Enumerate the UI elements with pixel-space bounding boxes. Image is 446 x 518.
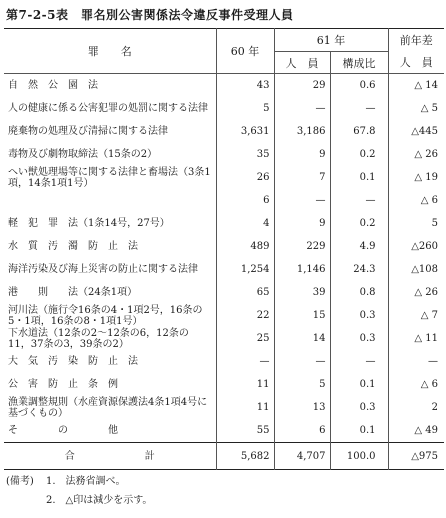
table-row — [4, 419, 444, 443]
row-y61: 39 — [274, 281, 330, 304]
row-y61: 1,146 — [274, 258, 330, 281]
header-prev-diff: 前年差 — [388, 29, 444, 52]
header-year-61: 61 年 — [274, 29, 388, 52]
row-ratio: 0.1 — [330, 166, 388, 189]
table-row — [4, 396, 444, 419]
row-y61: 6 — [274, 419, 330, 443]
row-y60: 25 — [216, 327, 274, 350]
total-label: 合 計 — [64, 450, 155, 462]
notes — [6, 472, 152, 510]
table-row — [4, 166, 444, 189]
row-diff: △ 26 — [388, 281, 444, 304]
row-y60: 43 — [216, 74, 274, 98]
table-body — [4, 74, 444, 443]
row-name: 廃棄物の処理及び清掃に関する法律 — [8, 126, 168, 137]
total-row — [4, 443, 444, 470]
table-row — [4, 143, 444, 166]
row-name: 軽 犯 罪 法（1条14号，27号） — [8, 218, 170, 229]
row-ratio: 0.2 — [330, 143, 388, 166]
row-ratio: 24.3 — [330, 258, 388, 281]
row-name: 自 然 公 園 法 — [8, 80, 98, 91]
data-table — [4, 28, 444, 470]
row-y61: — — [274, 350, 330, 373]
row-y61: 229 — [274, 235, 330, 258]
table-row — [4, 281, 444, 304]
table-row — [4, 212, 444, 235]
row-name: 海洋汚染及び海上災害の防止に関する法律 — [8, 264, 198, 275]
row-ratio: 0.2 — [330, 212, 388, 235]
table-row — [4, 350, 444, 373]
table-row — [4, 304, 444, 327]
row-ratio: 0.3 — [330, 304, 388, 327]
row-y60: 26 — [216, 166, 274, 189]
row-diff: — — [388, 350, 444, 373]
note-2: 2. △印は減少を示す。 — [46, 495, 153, 506]
row-ratio: 0.1 — [330, 419, 388, 443]
total-ratio: 100.0 — [330, 443, 388, 470]
total-diff: △975 — [388, 443, 444, 470]
header-ratio: 構成比 — [330, 52, 388, 74]
row-y60: 4 — [216, 212, 274, 235]
row-diff: △ 6 — [388, 373, 444, 396]
row-ratio: 4.9 — [330, 235, 388, 258]
table-row — [4, 120, 444, 143]
header-diff-persons: 人 員 — [388, 52, 444, 74]
row-y61: 5 — [274, 373, 330, 396]
row-diff: △ 6 — [388, 189, 444, 212]
row-y60: 489 — [216, 235, 274, 258]
row-diff: △ 11 — [388, 327, 444, 350]
row-y61: — — [274, 97, 330, 120]
table-row — [4, 373, 444, 396]
row-y60: 6 — [216, 189, 274, 212]
row-diff: △ 49 — [388, 419, 444, 443]
table-row — [4, 327, 444, 350]
note-1: 1. 法務省調べ。 — [46, 476, 126, 487]
row-y61: 29 — [274, 74, 330, 98]
row-ratio: — — [330, 350, 388, 373]
row-diff: △ 5 — [388, 97, 444, 120]
row-y60: 22 — [216, 304, 274, 327]
header-persons: 人 員 — [274, 52, 330, 74]
row-y61: 7 — [274, 166, 330, 189]
row-ratio: 0.3 — [330, 327, 388, 350]
row-name: へい獣処理場等に関する法律と畜場法（3条1項，14条1項1号） — [8, 166, 211, 189]
table-row — [4, 258, 444, 281]
row-y61: 15 — [274, 304, 330, 327]
row-ratio: 67.8 — [330, 120, 388, 143]
row-y60: 55 — [216, 419, 274, 443]
row-y61: 14 — [274, 327, 330, 350]
row-name: 大 気 汚 染 防 止 法 — [8, 356, 138, 367]
row-y60: 65 — [216, 281, 274, 304]
header-year-60: 60 年 — [216, 29, 274, 74]
row-name: 漁業調整規則（水産資源保護法4条1項4号に基づくもの） — [8, 396, 208, 419]
row-name: そ の 他 — [8, 425, 118, 436]
notes-label: (備考) — [6, 476, 34, 487]
row-ratio: 0.8 — [330, 281, 388, 304]
row-name: 水 質 汚 濁 防 止 法 — [8, 241, 138, 252]
row-name: 人の健康に係る公害犯罪の処罰に関する法律 — [8, 103, 208, 114]
row-y60: 5 — [216, 97, 274, 120]
table-row — [4, 97, 444, 120]
header-crime-name: 罪 名 — [4, 29, 216, 74]
total-y61: 4,707 — [274, 443, 330, 470]
row-name: 河川法（施行令16条の4・1項2号，16条の5・1項，16条の8・1項1号） — [8, 304, 203, 327]
row-y60: 1,254 — [216, 258, 274, 281]
row-y60: — — [216, 350, 274, 373]
row-ratio: 0.3 — [330, 396, 388, 419]
row-y60: 11 — [216, 373, 274, 396]
row-diff: △ 7 — [388, 304, 444, 327]
row-diff: △ 19 — [388, 166, 444, 189]
row-diff: 5 — [388, 212, 444, 235]
row-y60: 3,631 — [216, 120, 274, 143]
row-y61: 13 — [274, 396, 330, 419]
row-ratio: 0.6 — [330, 74, 388, 98]
table-row — [4, 235, 444, 258]
table-row — [4, 189, 444, 212]
row-name: 公 害 防 止 条 例 — [8, 379, 118, 390]
row-diff: △108 — [388, 258, 444, 281]
row-name — [4, 189, 216, 212]
row-diff: △ 26 — [388, 143, 444, 166]
table-row — [4, 74, 444, 98]
row-diff: △ 14 — [388, 74, 444, 98]
row-y61: 3,186 — [274, 120, 330, 143]
row-name: 港 則 法（24条1項） — [8, 287, 138, 298]
row-ratio: — — [330, 189, 388, 212]
row-diff: △260 — [388, 235, 444, 258]
total-y60: 5,682 — [216, 443, 274, 470]
row-y60: 11 — [216, 396, 274, 419]
row-y61: 9 — [274, 212, 330, 235]
row-y60: 35 — [216, 143, 274, 166]
table-title: 第7-2-5表 罪名別公害関係法令違反事件受理人員 — [6, 8, 294, 22]
row-y61: — — [274, 189, 330, 212]
row-ratio: — — [330, 97, 388, 120]
row-ratio: 0.1 — [330, 373, 388, 396]
row-name: 下水道法（12条の2～12条の6，12条の11，37条の3，39条の2） — [8, 327, 189, 350]
row-name: 毒物及び劇物取締法（15条の2） — [8, 149, 158, 160]
row-diff: 2 — [388, 396, 444, 419]
row-y61: 9 — [274, 143, 330, 166]
row-diff: △445 — [388, 120, 444, 143]
